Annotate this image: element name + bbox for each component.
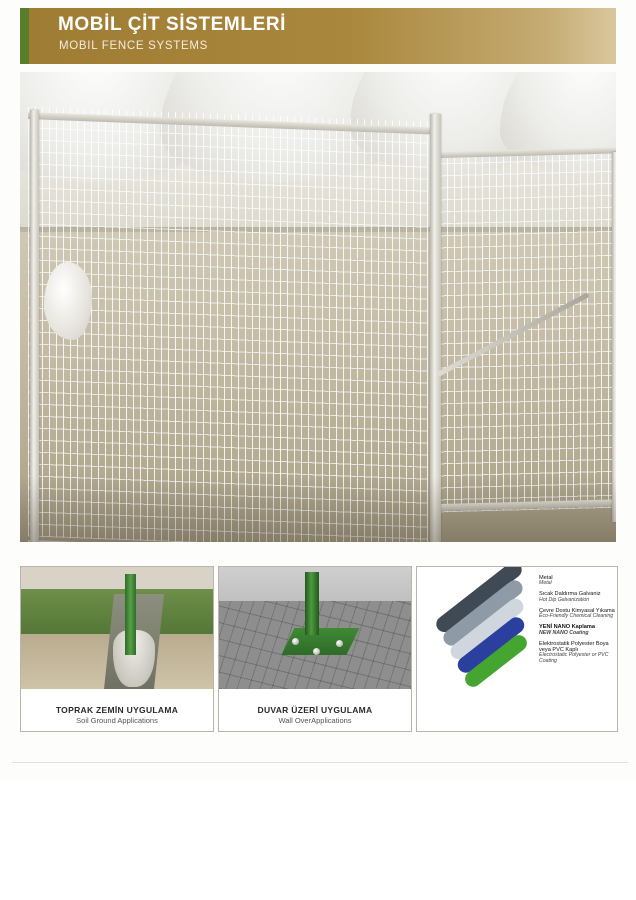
panel-wall-caption [219,705,411,725]
header-green-accent [20,8,29,64]
coating-label-galvanization [539,591,615,603]
wall-scene-green-post [305,572,319,635]
page-subtitle: MOBIL FENCE SYSTEMS [59,40,208,52]
coating-label-nano-en: NEW NANO Coating [539,629,589,636]
coating-label-metal-tr: Metal [539,575,553,581]
coating-label-cleaning-tr: Çevre Dostu Kimyasal Yıkama [539,607,615,614]
application-panels [20,566,616,730]
coating-label-nano-tr: YENİ NANO Kaplama [539,624,595,631]
fence-mesh-panel-right [440,148,616,513]
wall-scene-anchor-bolt-3 [313,648,320,655]
main-product-photo [20,72,616,542]
panel-soil-caption [21,705,213,725]
page-bottom-whitespace [0,780,636,900]
panel-soil-caption-tr: TOPRAK ZEMİN UYGULAMA [55,705,179,715]
coating-wire-cutaway [421,581,539,677]
panel-wall-caption-tr: DUVAR ÜZERİ UYGULAMA [257,705,373,715]
page-title: MOBİL ÇİT SİSTEMLERİ [58,14,287,35]
panel-soil-ground-application [20,566,214,732]
foreground-object [44,262,92,340]
coating-label-metal-en: Metal [539,580,552,587]
panel-wall-over-application [218,566,412,732]
coating-label-galvanization-en: Hot Dip Galvanization [539,596,590,603]
coating-label-cleaning [539,608,615,620]
coating-label-cleaning-en: Eco-Friendly Chemical Cleaning [539,613,614,620]
photo-foreground-shadow [20,476,616,542]
panel-wall-caption-en: Wall OverApplications [278,716,352,725]
soil-scene-green-post [125,574,136,655]
coating-label-metal [539,575,615,587]
fence-post-3 [612,152,616,522]
coating-layer-labels [539,575,615,669]
coating-label-galvanization-tr: Sıcak Daldırma Galvaniz [539,591,601,598]
coating-label-polyester-en: Electrostatic Polyester or PVC Coating [539,652,609,665]
coating-label-polyester-tr: Elektrostatik Polyester Boya veya PVC Kaplı [539,640,609,653]
scan-separator-line [12,762,628,763]
panel-soil-image [21,567,213,689]
coating-label-polyester [539,641,615,666]
panel-wall-image [219,567,411,689]
wall-scene-anchor-bolt-1 [292,638,299,645]
panel-coating-layers [416,566,618,732]
panel-soil-caption-en: Soil Ground Applications [76,716,158,725]
coating-label-nano [539,624,615,636]
